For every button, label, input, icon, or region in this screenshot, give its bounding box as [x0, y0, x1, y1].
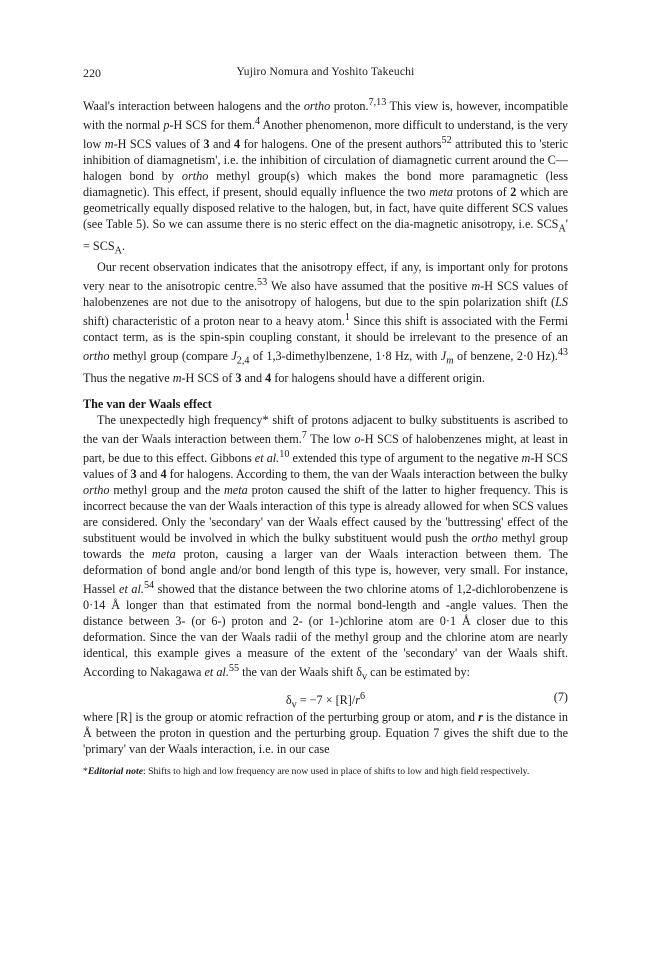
- body-text: [83, 95, 568, 778]
- paragraph-anisotropy: [83, 259, 568, 386]
- paragraph-2: Our recent observation indicates that the anisotropy effect, if any, is important only for protons very near to the anisotropic centre.$^{53}$ We also have assumed that the positive m-H SCS values of halobenzenes are not due to the anisotropy of halogens, but due to the spin polarization shift (LS shift) characteristic of a proton near to a heavy atom.$^1$ Since this shift is associated with the Fermi contact term, as is the spin-spin coupling constant, it should be irrelevant to the presence of an ortho methyl group (compare $J_{2,4}$ of 1,3-dimethylbenzene, 1·8 Hz, with $J_m$ of benzene, 2·0 Hz).$^{43}$ Thus the negative m-H SCS of 3 and 4 for halogens should have a different origin.: [83, 260, 568, 385]
- paragraph-continued: [83, 95, 568, 259]
- page-header: [83, 66, 568, 82]
- paragraph-1: Waal's interaction between halogens and the ortho proton.$^{7,13}$ This view is, however, incompatible with the normal p-H SCS for them.$^4$ Another phenomenon, more difficult to understand, is the very low m-H SCS values of 3 and 4 for halogens. One of the present authors$^{52}$ attributed this to 'steric inhibition of diamagnetism', i.e. the inhibition of circulation of diamagnetic current around the C—halogen bond by ortho methyl group(s) which makes the bond more paramagnetic (less diamagnetic). This effect, if present, should equally influence the two meta protons of 2 which are geometrically equally disposed relative to the halogen, but, in fact, have quite different SCS values (see Table 5). So we can assume there is no steric effect on the dia-magnetic anisotropy, i.e. $SCS_A' = SCS_A$.: [83, 97, 568, 257]
- running-title: Yujiro Nomura and Yoshito Takeuchi: [236, 66, 415, 78]
- page-number: 220: [83, 66, 101, 80]
- paragraph-4: where [R] is the group or atomic refraction of the perturbing group or atom, and r is the distance in Å between the proton in question and the perturbing group. Equation 7 gives the shift due to the 'primary' van der Waals interaction, i.e. in our case: [83, 710, 568, 757]
- section-heading: The van der Waals effect: [83, 396, 212, 411]
- paragraph-after-equation: [83, 709, 568, 757]
- paragraph-3: The unexpectedly high frequency* shift of protons adjacent to bulky substituents is ascribed to the van der Waals interaction between them.$^7$ The low o-H SCS of halobenzenes might, at least in part, be due to this effect. Gibbons et al.$^{10}$ extended this type of argument to the negative m-H SCS values of 3 and 4 for halogens. According to them, the van der Waals interaction between the bulky ortho methyl group and the meta proton caused the shift of the latter to higher frequency. This is incorrect because the van der Waals interaction of this type is already allowed for when SCS values are considered. Only the 'secondary' van der Waals effect caused by the 'buttressing' effect of the substituent would be involved in which the bulky substituent would push the ortho methyl group towards the meta proton, causing a larger van der Waals interaction between them. The deformation of bond angle and/or bond length of this type is, however, very small. For instance, Hassel et al.$^{54}$ showed that the distance between the two chlorine atoms of 1,2-dichlorobenzene is 0·14 Å longer than that estimated from the normal bond-length and -angle values. Then the distance between 3- (or 6-) proton and 2- (or 1-)chlorine atom are 0·1 Å closer due to this deformation. Since the van der Waals radii of the methyl group and the chlorine atom are nearly identical, this example gives a measure of the extent of the 'secondary' van der Waals shift. According to Nakagawa et al.$^{55}$ the van der Waals shift $\delta_v$ can be estimated by:: [83, 412, 569, 683]
- equation-expression: $\delta_v = -7 \times [R]/r^6$: [285, 691, 366, 711]
- footnote: *Editorial note: Shifts to high and low frequency are now used in place of shifts to low and high field respectively.: [83, 766, 530, 778]
- paragraph-van-der-waals: [83, 412, 568, 686]
- equation-number: (7): [553, 690, 568, 705]
- equation-7: [83, 688, 568, 711]
